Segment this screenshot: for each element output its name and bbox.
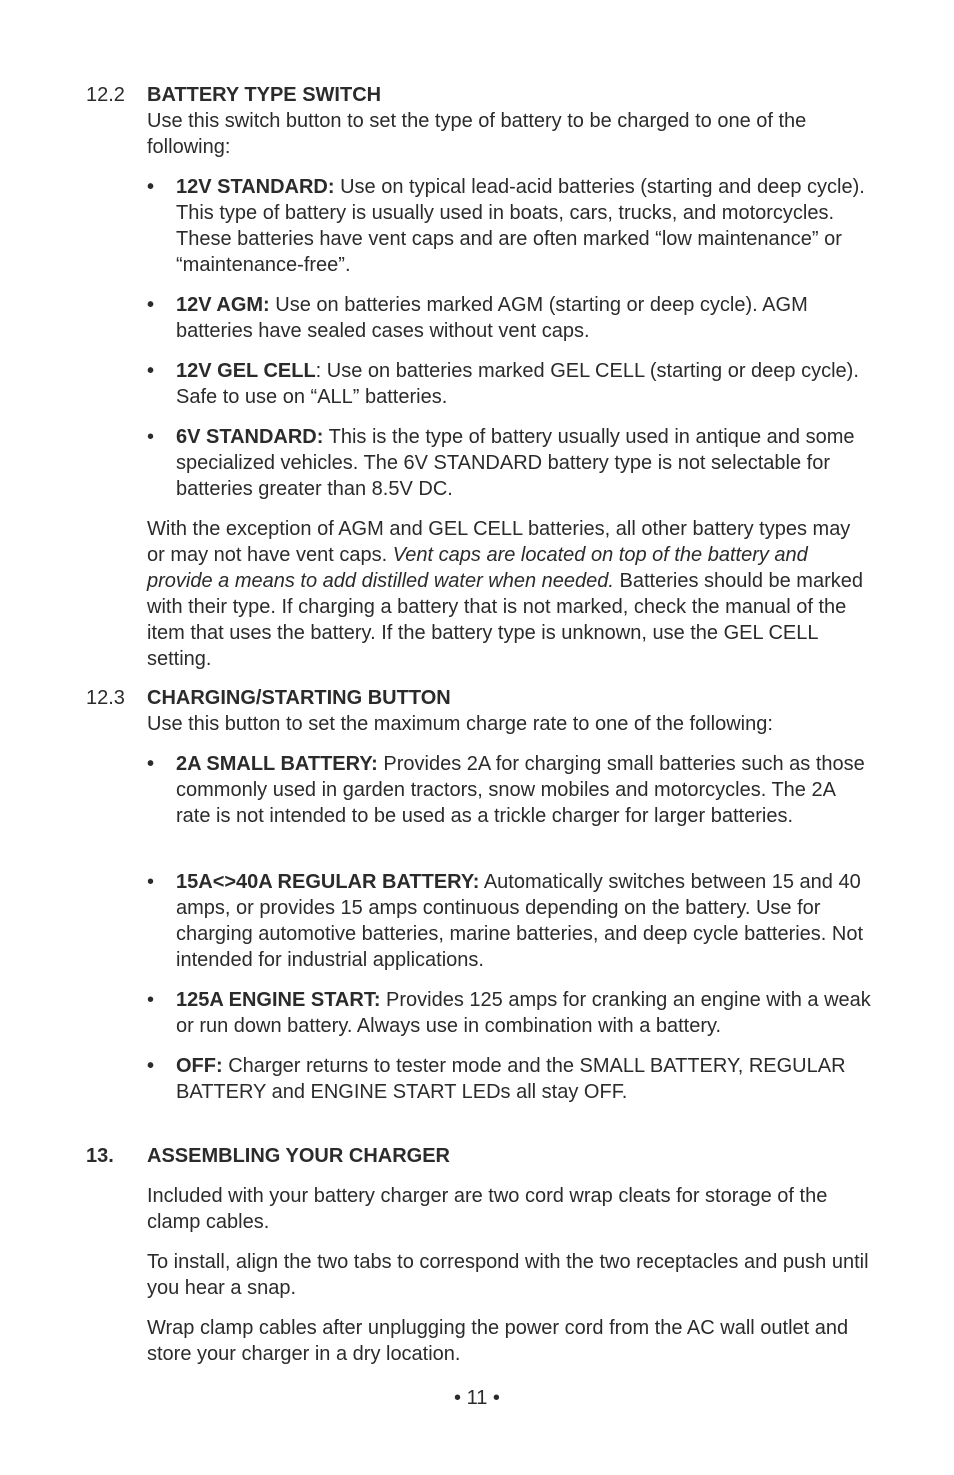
list-item-engine-start (147, 987, 871, 1039)
section-number: 12.3 (86, 687, 125, 709)
bullet-marker: • (147, 426, 155, 448)
bullet-text: Automatically switches between 15 and 40 amps, or provides 15 amps continuous depending on the battery. Use for charging automotive batteries, marine batteries, and deep cycle batteries. Not intended for industrial applications. (176, 871, 864, 971)
bullet-marker: • (147, 294, 155, 316)
bullet-label: 12V GEL CELL (176, 360, 316, 382)
bullet-text: Use on batteries marked AGM (starting or deep cycle). AGM batteries have sealed cases without vent caps. (176, 294, 808, 342)
list-item-6v-standard (147, 424, 871, 502)
bullet-text: This is the type of battery usually used in antique and some specialized vehicles. The 6V STANDARD battery type is not selectable for batteries greater than 8.5V DC. (176, 426, 855, 500)
list-item-12v-gel-cell (147, 358, 871, 410)
section-12-2-intro: Use this switch button to set the type of battery to be charged to one of the following: (147, 110, 807, 158)
list-item-12v-standard (147, 174, 871, 278)
section-12-2-closing (147, 516, 871, 672)
section-number: 12.2 (86, 84, 125, 106)
bullet-label: 12V AGM: (176, 294, 270, 316)
bullet-marker: • (147, 871, 155, 893)
section-12-3-heading (86, 685, 451, 711)
bullet-label: 6V STANDARD: (176, 426, 324, 448)
bullet-label: 12V STANDARD: (176, 176, 335, 198)
bullet-label: 15A<>40A REGULAR BATTERY: (176, 871, 480, 893)
section-12-2-heading (86, 82, 381, 108)
section-13-paragraph-3: Wrap clamp cables after unplugging the power cord from the AC wall outlet and store your charger in a dry location. (147, 1317, 849, 1365)
section-title: BATTERY TYPE SWITCH (147, 84, 382, 106)
closing-italic-text: Vent caps are located on top of the battery and provide a means to add distilled water when needed. (147, 544, 808, 592)
section-13-heading (86, 1143, 450, 1169)
bullet-label: 125A ENGINE START: (176, 989, 381, 1011)
bullet-marker: • (147, 360, 155, 382)
section-title: CHARGING/STARTING BUTTON (147, 687, 451, 709)
closing-text-1: With the exception of AGM and GEL CELL batteries, all other battery types may or may not have vent caps. (147, 518, 851, 566)
closing-text-2: Batteries should be marked with their type. If charging a battery that is not marked, check the manual of the item that uses the battery. If the battery type is unknown, use the GEL CELL setting. (147, 570, 863, 670)
bullet-text: Charger returns to tester mode and the SMALL BATTERY, REGULAR BATTERY and ENGINE START LEDs all stay OFF. (176, 1055, 846, 1103)
bullet-text: : Use on batteries marked GEL CELL (starting or deep cycle). Safe to use on “ALL” batteries. (176, 360, 859, 408)
section-12-3-intro: Use this button to set the maximum charge rate to one of the following: (147, 713, 773, 735)
section-title: ASSEMBLING YOUR CHARGER (147, 1145, 450, 1167)
list-item-12v-agm (147, 292, 871, 344)
bullet-text: Provides 125 amps for cranking an engine with a weak or run down battery. Always use in combination with a battery. (176, 989, 871, 1037)
list-item-off (147, 1053, 871, 1105)
bullet-marker: • (147, 176, 155, 198)
section-13-paragraph-1: Included with your battery charger are two cord wrap cleats for storage of the clamp cables. (147, 1185, 828, 1233)
bullet-marker: • (147, 1055, 155, 1077)
list-item-regular-battery (147, 869, 871, 973)
section-number: 13. (86, 1145, 114, 1167)
bullet-marker: • (147, 989, 155, 1011)
bullet-text: Provides 2A for charging small batteries such as those commonly used in garden tractors, snow mobiles and motorcycles. The 2A rate is not intended to be used as a trickle charger for larger batteries. (176, 753, 865, 827)
section-13-paragraph-2: To install, align the two tabs to correspond with the two receptacles and push until you hear a snap. (147, 1251, 869, 1299)
bullet-marker: • (147, 753, 155, 775)
page-number: • 11 • (454, 1387, 500, 1409)
bullet-text: Use on typical lead-acid batteries (starting and deep cycle). This type of battery is usually used in boats, cars, trucks, and motorcycles. These batteries have vent caps and are often marked “low maintenance” or “maintenance-free”. (176, 176, 865, 276)
bullet-label: 2A SMALL BATTERY: (176, 753, 378, 775)
bullet-label: OFF: (176, 1055, 223, 1077)
list-item-2a-small-battery (147, 751, 871, 829)
